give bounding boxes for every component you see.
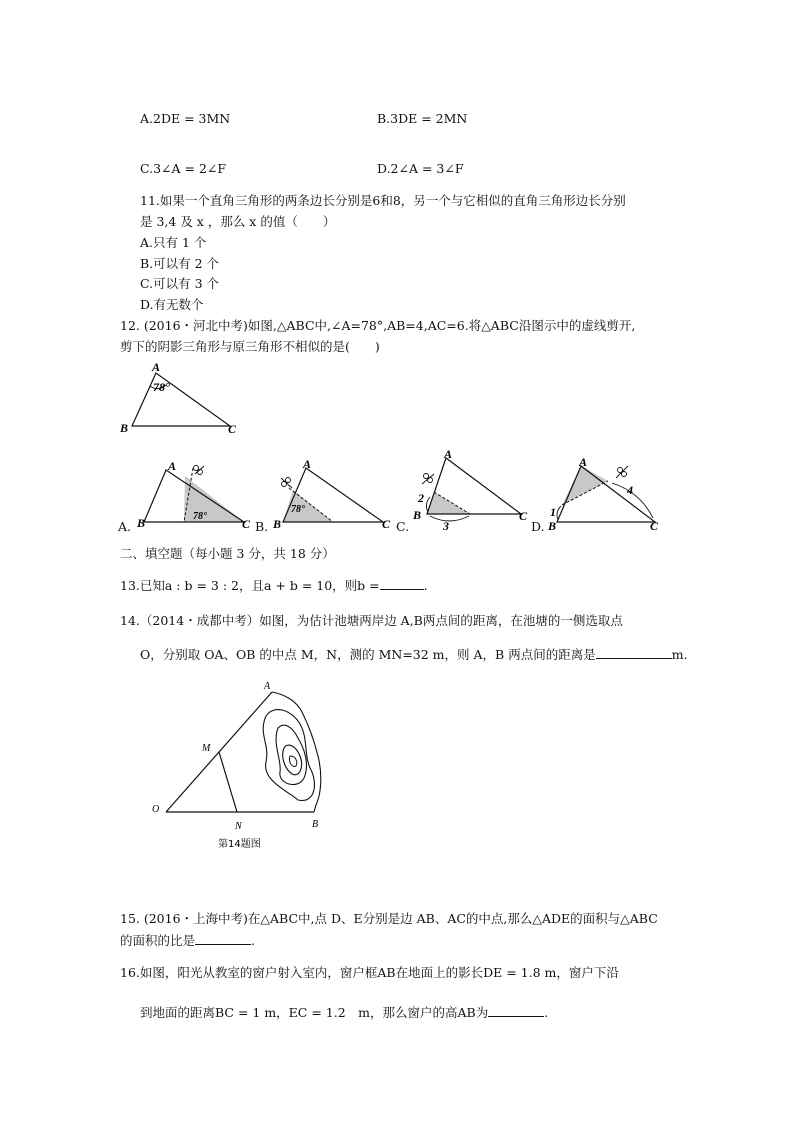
q14-label-a: A <box>264 681 271 692</box>
q12c-label-c: C <box>519 509 528 523</box>
q15-stem-line2 <box>120 932 255 950</box>
q16-stem-line1: 16.如图，阳光从教室的窗户射入室内，窗户框AB在地面上的影长DE = 1.8 m，窗户下沿 <box>120 965 619 980</box>
q12b-label-b: B <box>273 517 282 531</box>
q15-end: . <box>251 933 255 948</box>
q14-stem-line1: 14.（2014・成都中考）如图，为估计池塘两岸边 A,B两点间的距离，在池塘的一侧选取点 <box>120 613 623 628</box>
q12-label-a: A <box>152 360 161 374</box>
q12a-label-a: A <box>168 459 177 473</box>
q13-end: . <box>423 578 428 593</box>
q12b-label-c: C <box>382 517 391 531</box>
q12a-label-c: C <box>242 517 251 531</box>
q12d-label-b: B <box>548 519 557 533</box>
q15-stem-text: 的面积的比是 <box>120 933 196 948</box>
q12-label-c: C <box>228 422 237 436</box>
q12-option-a-letter: A. <box>118 519 132 534</box>
q12-angle-label: 78° <box>153 380 170 394</box>
q12c-label-b: B <box>413 508 422 522</box>
q14-label-o: O <box>152 804 160 815</box>
q10-option-b: B.3DE = 2MN <box>377 111 468 126</box>
q16-answer-blank[interactable] <box>488 1004 544 1017</box>
q11-stem-line2: 是 3,4 及 x ，那么 x 的值（ ） <box>140 214 336 229</box>
q11-stem-line1: 11.如果一个直角三角形的两条边长分别是6和8，另一个与它相似的直角三角形边长分别 <box>140 193 626 208</box>
q16-end: . <box>544 1005 549 1020</box>
q12-stem-line2: 剪下的阴影三角形与原三角形不相似的是( ) <box>120 339 380 354</box>
q15-stem-line1: 15. (2016・上海中考)在△ABC中,点 D、E分别是边 AB、AC的中点,那么△ADE的面积与△ABC <box>120 911 658 926</box>
q14-label-m: M <box>202 743 211 754</box>
q14-label-n: N <box>235 821 242 832</box>
q10-option-d: D.2∠A = 3∠F <box>377 161 464 176</box>
section-title: 二、填空题（每小题 3 分，共 18 分） <box>120 546 335 561</box>
q12a-label-b: B <box>137 516 146 530</box>
q12-option-b-letter: B. <box>255 519 269 534</box>
q14-label-b: B <box>312 819 319 830</box>
q14-stem-text: O，分别取 OA、OB 的中点 M，N，测的 MN=32 m，则 A，B 两点间的距离是 <box>140 647 596 662</box>
q11-option-a: A.只有 1 个 <box>140 235 207 250</box>
q12d-number-4: 4 <box>627 483 633 497</box>
q11-option-c: C.可以有 3 个 <box>140 276 219 291</box>
q13-text: 13.已知a : b = 3 : 2，且a + b = 10，则b = <box>120 578 380 593</box>
q12c-label-a: A <box>444 447 453 461</box>
q12-option-d-letter: D. <box>531 519 545 534</box>
q12d-label-a: A <box>579 455 588 469</box>
q12d-label-c: C <box>650 519 659 533</box>
q12-option-c-letter: C. <box>396 519 410 534</box>
q14-caption: 第14题图 <box>218 839 261 850</box>
q12c-number-2: 2 <box>418 491 424 505</box>
q16-stem-text: 到地面的距离BC = 1 m，EC = 1.2 m，那么窗户的高AB为 <box>140 1005 489 1020</box>
q12b-angle-label: 78° <box>291 504 305 515</box>
q11-option-b: B.可以有 2 个 <box>140 256 220 271</box>
q15-answer-blank[interactable] <box>195 932 251 945</box>
q12c-number-3: 3 <box>443 519 449 533</box>
q10-option-a: A.2DE = 3MN <box>140 111 231 126</box>
q10-option-c: C.3∠A = 2∠F <box>140 161 227 176</box>
q14-unit: m. <box>671 647 688 662</box>
q11-option-d: D.有无数个 <box>140 297 204 312</box>
q12b-label-a: A <box>303 457 312 471</box>
q12a-angle-label: 78° <box>193 511 207 522</box>
q16-stem-line2 <box>140 1004 548 1022</box>
q12-stem-line1: 12. (2016・河北中考)如图,△ABC中,∠A=78°,AB=4,AC=6.将△ABC沿图示中的虚线剪开, <box>120 318 636 333</box>
q12d-number-1: 1 <box>550 505 556 519</box>
q12-label-b: B <box>120 421 129 435</box>
